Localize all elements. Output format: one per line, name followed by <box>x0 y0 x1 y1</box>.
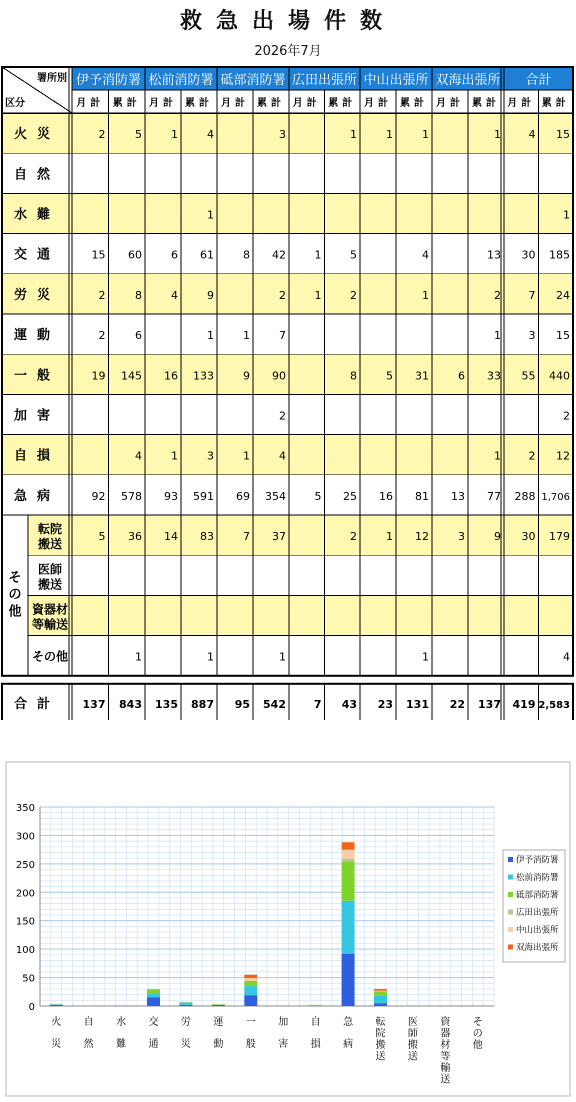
cell-value: 77 <box>487 489 501 503</box>
cell-value: 19 <box>91 369 106 383</box>
x-tick-label: 自 <box>83 1017 94 1028</box>
cell-value: 37 <box>272 530 286 544</box>
y-tick-label: 350 <box>15 803 35 814</box>
cell-value: 1 <box>422 128 429 142</box>
y-tick-label: 200 <box>15 888 35 900</box>
y-tick-label: 150 <box>15 916 35 928</box>
x-tick-label: 自 <box>310 1017 321 1028</box>
other-group-label: そ <box>8 570 22 586</box>
cell-value: 2 <box>279 288 286 302</box>
total-value: 95 <box>234 697 250 711</box>
y-tick-label: 50 <box>22 973 35 985</box>
bar-segment <box>244 978 257 981</box>
cell-value: 2 <box>98 128 106 142</box>
x-tick-label: 転 <box>375 1017 386 1028</box>
cell-value: 4 <box>422 248 429 262</box>
cell-value: 12 <box>556 449 570 463</box>
bar-segment <box>147 989 160 990</box>
cell-value: 3 <box>528 329 536 343</box>
x-tick-label: 加 <box>278 1017 289 1028</box>
bar-segment <box>50 1004 63 1005</box>
x-tick-label: 送 <box>440 1074 451 1086</box>
cell-value: 1 <box>207 650 214 664</box>
bar-segment <box>179 1002 192 1003</box>
row-label: 運動 <box>13 328 61 344</box>
bar-segment <box>147 997 160 1006</box>
corner-bottom-label: 区分 <box>5 98 25 109</box>
cell-value: 15 <box>556 128 570 142</box>
x-tick-label: 難 <box>116 1039 127 1050</box>
page-title: 救急出場件数 <box>179 9 396 34</box>
x-tick-label: 送 <box>375 1051 386 1063</box>
cell-value: 24 <box>556 288 570 302</box>
cell-value: 185 <box>549 248 570 262</box>
bar-segment <box>147 990 160 995</box>
cell-value: 33 <box>487 369 501 383</box>
cell-value: 7 <box>243 530 250 544</box>
bar-segment <box>309 1005 322 1006</box>
cell-value: 6 <box>135 329 142 343</box>
bar-segment <box>342 842 355 849</box>
sub-header-label: 累計 <box>328 98 357 109</box>
legend-swatch <box>508 910 513 915</box>
cell-value: 8 <box>243 248 250 262</box>
cell-value: 1 <box>350 128 357 142</box>
cell-value: 1 <box>422 650 429 664</box>
cell-value: 3 <box>279 128 286 142</box>
cell-value: 81 <box>415 489 429 503</box>
cell-value: 8 <box>135 288 142 302</box>
cell-value: 1 <box>279 650 286 664</box>
bar-segment <box>50 1004 63 1005</box>
bar-segment <box>342 862 355 901</box>
bar-segment <box>374 989 387 991</box>
legend-label: 松前消防署 <box>516 873 559 883</box>
x-tick-label: 災 <box>51 1039 62 1050</box>
legend-label: 広田出張所 <box>516 908 559 918</box>
cell-value: 90 <box>272 369 286 383</box>
row-label: 加害 <box>13 408 61 424</box>
cell-value: 7 <box>279 329 286 343</box>
cell-value: 578 <box>121 489 142 503</box>
x-tick-label: 損 <box>310 1039 321 1050</box>
total-value: 542 <box>263 697 286 711</box>
cell-value: 2 <box>528 449 536 463</box>
cell-value: 1 <box>563 208 570 222</box>
cell-value: 179 <box>549 530 570 544</box>
cell-value: 15 <box>91 248 106 262</box>
cell-value: 9 <box>207 288 214 302</box>
cell-value: 2 <box>563 409 570 423</box>
x-tick-label: 水 <box>116 1017 127 1028</box>
bar-segment <box>212 1004 225 1005</box>
bar-segment <box>374 1003 387 1006</box>
row-label: 自然 <box>13 167 61 183</box>
total-value: 419 <box>512 697 536 711</box>
x-tick-label: 般 <box>245 1039 256 1050</box>
row-label: 一般 <box>13 368 61 384</box>
total-value: 2,583 <box>538 699 570 711</box>
station-name: 広田出張所 <box>291 73 358 88</box>
cell-value: 6 <box>458 369 465 383</box>
cell-value: 3 <box>458 530 465 544</box>
cell-value: 5 <box>314 489 322 503</box>
x-tick-label: 送 <box>407 1051 418 1063</box>
x-tick-label: 院 <box>375 1028 386 1040</box>
bar-segment <box>244 981 257 986</box>
row-label-line: 転院 <box>37 522 63 537</box>
row-label: 労災 <box>13 287 61 303</box>
other-group-label: 他 <box>8 604 22 620</box>
cell-value: 8 <box>350 369 357 383</box>
bar-segment <box>212 1005 225 1006</box>
cell-value: 1 <box>386 530 393 544</box>
cell-value: 4 <box>171 288 178 302</box>
x-tick-label: 搬 <box>375 1040 386 1051</box>
cell-value: 5 <box>98 530 106 544</box>
row-label: その他 <box>31 649 69 664</box>
sub-header-label: 月計 <box>292 98 321 109</box>
row-label-line: 搬送 <box>37 537 63 552</box>
cell-value: 440 <box>549 369 570 383</box>
cell-value: 1 <box>207 329 214 343</box>
cell-value: 4 <box>207 128 214 142</box>
x-tick-label: 搬 <box>407 1040 418 1051</box>
cell-value: 354 <box>265 489 286 503</box>
cell-value: 1 <box>494 128 501 142</box>
station-name: 双海出張所 <box>435 73 501 88</box>
sub-header-label: 月計 <box>221 98 249 109</box>
total-value: 7 <box>313 697 322 711</box>
row-label-line: 医師 <box>37 562 63 577</box>
cell-value: 92 <box>91 489 106 503</box>
total-value: 137 <box>478 697 501 711</box>
cell-value: 42 <box>272 248 286 262</box>
bar-segment <box>309 1005 322 1006</box>
x-tick-label: 輸 <box>440 1063 451 1074</box>
x-tick-label: の <box>472 1028 483 1040</box>
sub-header-label: 月計 <box>436 98 464 109</box>
row-label: 火災 <box>13 127 61 143</box>
cell-value: 3 <box>207 449 214 463</box>
bar-segment <box>342 901 355 954</box>
x-tick-label: 動 <box>213 1039 224 1050</box>
cell-value: 1 <box>243 449 250 463</box>
x-tick-label: 資 <box>440 1017 451 1028</box>
station-name: 松前消防署 <box>148 73 214 88</box>
y-tick-label: 300 <box>15 831 35 843</box>
sub-header-label: 累計 <box>472 98 500 109</box>
cell-value: 13 <box>451 489 465 503</box>
row-label: 急病 <box>13 488 61 504</box>
cell-value: 1 <box>171 449 178 463</box>
bar-segment <box>50 1005 63 1006</box>
row-label-line: 搬送 <box>37 577 63 592</box>
row-label: 自損 <box>13 448 61 464</box>
cell-value: 25 <box>343 489 357 503</box>
cell-value: 4 <box>563 650 570 664</box>
station-name: 中山出張所 <box>363 73 429 88</box>
cell-value: 4 <box>279 449 286 463</box>
x-tick-label: 労 <box>180 1017 191 1028</box>
cell-value: 1 <box>243 329 250 343</box>
total-value: 843 <box>119 697 142 711</box>
sub-header-label: 月計 <box>507 98 536 109</box>
legend-swatch <box>508 945 513 950</box>
legend-swatch <box>508 927 513 932</box>
cell-value: 2 <box>350 530 357 544</box>
bar-segment <box>342 859 355 862</box>
legend-label: 伊予消防署 <box>516 855 559 866</box>
x-tick-label: 然 <box>83 1039 94 1050</box>
station-name: 伊予消防署 <box>75 73 142 88</box>
cell-value: 1,706 <box>541 491 570 503</box>
sub-header-label: 累計 <box>112 98 141 109</box>
sub-header-label: 月計 <box>364 98 392 109</box>
x-tick-label: 医 <box>407 1017 418 1028</box>
x-tick-label: そ <box>472 1017 483 1028</box>
cell-value: 1 <box>386 128 393 142</box>
x-tick-label: 師 <box>407 1028 418 1040</box>
bar-segment <box>179 1005 192 1006</box>
x-tick-label: 災 <box>180 1039 191 1050</box>
x-tick-label: 交 <box>148 1017 159 1028</box>
row-label: 交通 <box>13 247 61 263</box>
y-tick-label: 0 <box>28 1002 35 1013</box>
cell-value: 1 <box>207 208 214 222</box>
cell-value: 16 <box>164 369 178 383</box>
cell-value: 12 <box>415 530 429 544</box>
bar-segment <box>374 991 387 995</box>
station-name: 砥部消防署 <box>220 73 286 88</box>
cell-value: 5 <box>135 128 142 142</box>
cell-value: 1 <box>422 288 429 302</box>
sub-header-label: 月計 <box>76 98 105 109</box>
bar-segment <box>374 995 387 1003</box>
bar-segment <box>244 975 257 978</box>
bar-segment <box>244 986 257 995</box>
cell-value: 13 <box>487 248 501 262</box>
x-tick-label: 等 <box>440 1051 451 1063</box>
row-label-line: 等輸送 <box>31 617 69 632</box>
legend-label: 砥部消防署 <box>516 890 559 901</box>
total-value: 23 <box>377 697 393 711</box>
cell-value: 1 <box>135 650 142 664</box>
row-label-line: 資器材 <box>31 602 69 617</box>
cell-value: 1 <box>314 288 322 302</box>
cell-value: 2 <box>494 288 501 302</box>
cell-value: 60 <box>128 248 142 262</box>
row-label: 水難 <box>13 207 61 223</box>
cell-value: 61 <box>200 248 214 262</box>
cell-value: 2 <box>98 329 106 343</box>
x-tick-label: 急 <box>343 1017 354 1028</box>
legend-swatch <box>508 857 513 862</box>
cell-value: 9 <box>243 369 250 383</box>
cell-value: 14 <box>164 530 178 544</box>
cell-value: 1 <box>171 128 178 142</box>
bar-segment <box>374 991 387 992</box>
bar-segment <box>244 995 257 1006</box>
cell-value: 9 <box>494 530 501 544</box>
cell-value: 591 <box>193 489 214 503</box>
sub-header-label: 累計 <box>257 98 285 109</box>
cell-value: 7 <box>528 288 536 302</box>
sub-header-label: 累計 <box>541 98 570 109</box>
cell-value: 93 <box>164 489 178 503</box>
total-value: 135 <box>155 697 178 711</box>
y-tick-label: 100 <box>15 945 35 957</box>
total-label: 合計 <box>13 696 61 712</box>
cell-value: 69 <box>236 489 250 503</box>
cell-value: 30 <box>521 530 536 544</box>
total-value: 131 <box>406 697 429 711</box>
cell-value: 1 <box>314 248 322 262</box>
cell-value: 55 <box>521 369 536 383</box>
cell-value: 1 <box>494 449 501 463</box>
cell-value: 1 <box>494 329 501 343</box>
cell-value: 2 <box>350 288 357 302</box>
cell-value: 36 <box>128 530 142 544</box>
cell-value: 15 <box>556 329 570 343</box>
x-tick-label: 器 <box>440 1028 451 1040</box>
bar-segment <box>179 1003 192 1005</box>
cell-value: 2 <box>98 288 106 302</box>
period-label: 2026年7月 <box>254 44 322 59</box>
cell-value: 83 <box>200 530 214 544</box>
bar-segment <box>342 954 355 1006</box>
cell-value: 6 <box>171 248 178 262</box>
legend-swatch <box>508 875 513 880</box>
legend-swatch <box>508 892 513 897</box>
cell-value: 145 <box>121 369 142 383</box>
x-tick-label: 一 <box>245 1017 256 1028</box>
sub-header-label: 累計 <box>185 98 213 109</box>
other-group-label: の <box>8 587 22 603</box>
bar-segment <box>342 850 355 859</box>
corner-top-label: 署所別 <box>37 73 67 84</box>
cell-value: 288 <box>514 489 536 503</box>
total-value: 137 <box>82 697 106 711</box>
x-tick-label: 他 <box>472 1040 483 1051</box>
total-value: 22 <box>449 697 465 711</box>
cell-value: 16 <box>379 489 393 503</box>
x-tick-label: 火 <box>51 1017 62 1028</box>
y-tick-label: 250 <box>15 859 35 871</box>
x-tick-label: 病 <box>343 1039 354 1050</box>
bar-segment <box>147 994 160 997</box>
total-value: 43 <box>341 697 357 711</box>
sub-header-label: 月計 <box>149 98 177 109</box>
x-tick-label: 害 <box>278 1039 289 1050</box>
cell-value: 31 <box>415 369 429 383</box>
x-tick-label: 運 <box>213 1017 224 1028</box>
legend-label: 中山出張所 <box>516 925 559 936</box>
cell-value: 5 <box>386 369 393 383</box>
cell-value: 4 <box>528 128 536 142</box>
cell-value: 30 <box>521 248 536 262</box>
cell-value: 4 <box>135 449 142 463</box>
cell-value: 2 <box>279 409 286 423</box>
cell-value: 5 <box>350 248 357 262</box>
total-value: 887 <box>191 697 214 711</box>
cell-value: 133 <box>193 369 214 383</box>
station-name: 合計 <box>525 73 552 88</box>
sub-header-label: 累計 <box>400 98 428 109</box>
x-tick-label: 材 <box>440 1040 451 1051</box>
x-tick-label: 通 <box>148 1039 159 1050</box>
legend-label: 双海出張所 <box>516 943 559 953</box>
